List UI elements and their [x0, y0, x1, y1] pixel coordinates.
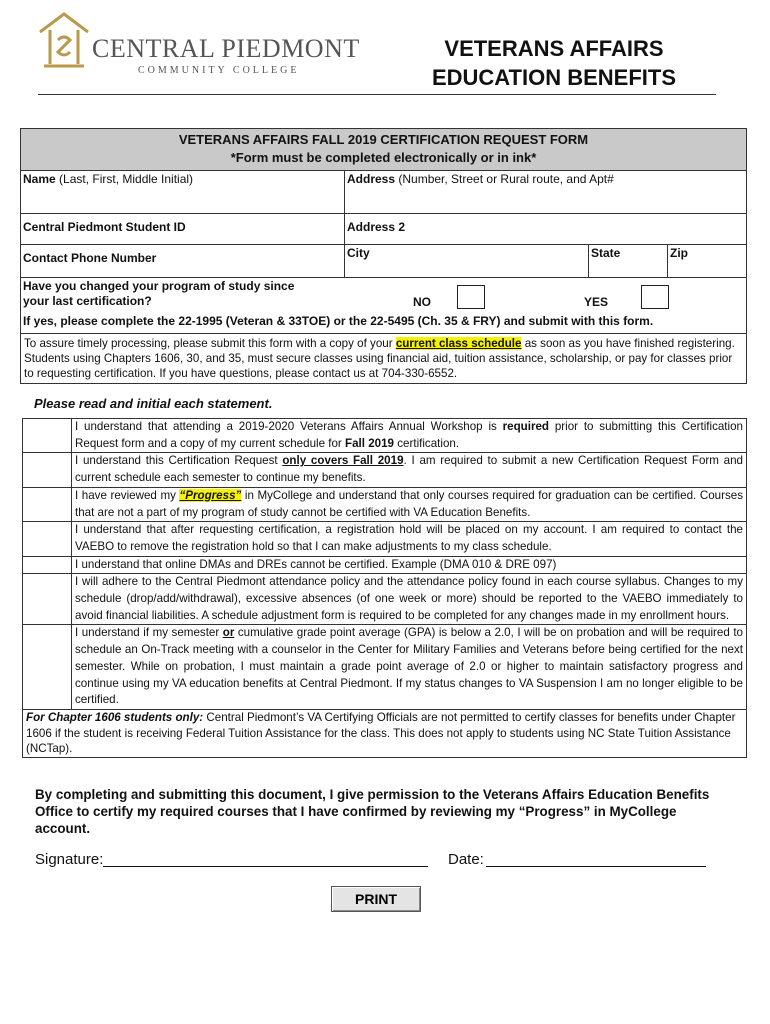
statements-heading: Please read and initial each statement.	[34, 396, 273, 411]
timely-processing-note	[21, 334, 746, 383]
certification-form	[20, 128, 747, 384]
chapter-1606-text: Central Piedmont’s VA Certifying Officials are not permitted to certify classes for benefits under Chapter 1606 if the student is receiving Federal Tuition Assistance for the class. This does not apply to students using NC State Tuition Assistance (NCTap).	[26, 710, 736, 756]
title-line-1: VETERANS AFFAIRS	[444, 36, 664, 61]
name-hint: (Last, First, Middle Initial)	[55, 172, 194, 186]
statement-2-a: I understand this Certification Request	[75, 454, 283, 468]
statement-1	[72, 419, 746, 452]
timely-text-b: as soon as you have finished registering. Students using Chapters 1606, 30, and 35, must secure classes using financial aid, tuition assistance, scholarship, or pay for classes prior to requesting certification. If you have questions, please contact us at 704-330-6552.	[24, 337, 735, 380]
signature-label: Signature:	[35, 851, 104, 868]
logo-subtitle: COMMUNITY COLLEGE	[138, 65, 300, 76]
statement-row	[23, 453, 746, 487]
form-header	[21, 129, 746, 171]
city-field[interactable]	[344, 245, 588, 277]
chapter-1606-label: For Chapter 1606 students only:	[26, 710, 204, 724]
statement-3-a: I have reviewed my	[75, 488, 180, 502]
statement-6: I will adhere to the Central Piedmont attendance policy and the attendance policy found in each course syllabus. Changes to my schedule (drop/add/withdrawal), excessive absences (of one week or more) should be reported to the VAEBO immediately to avoid financial liabilities. A schedule adjustment form is required to be completed for any changes made in my enrollment hours.	[75, 575, 743, 622]
document-title	[380, 34, 728, 92]
address2-field[interactable]	[344, 214, 746, 244]
statement-row	[23, 625, 746, 710]
statement-2	[72, 453, 746, 486]
state-label: State	[591, 246, 621, 260]
title-line-2: EDUCATION BENEFITS	[431, 65, 677, 90]
initial-box-3[interactable]	[23, 488, 72, 521]
statement-row	[23, 419, 746, 453]
address-hint: (Number, Street or Rural route, and Apt#	[395, 172, 614, 186]
name-label: Name	[23, 172, 56, 186]
student-id-field[interactable]	[21, 214, 344, 244]
yes-checkbox[interactable]	[641, 285, 669, 309]
initial-box-4[interactable]	[23, 522, 72, 555]
state-field[interactable]	[588, 245, 667, 277]
student-id-row	[21, 214, 746, 245]
date-field[interactable]	[486, 866, 706, 867]
statement-row	[23, 557, 746, 575]
date-label: Date:	[448, 851, 484, 868]
yes-label: YES	[584, 295, 609, 309]
chapter-1606-note	[23, 710, 746, 757]
initial-box-5[interactable]	[23, 557, 72, 574]
address-label: Address	[347, 172, 396, 186]
address-field[interactable]	[344, 171, 746, 213]
initial-box-2[interactable]	[23, 453, 72, 486]
statement-1-bold-required: required	[502, 420, 550, 433]
statement-4: I understand that after requesting certification, a registration hold will be placed on my account. I am required to contact the VAEBO to remove the registration hold so that I can make adjustments to my class schedule.	[75, 523, 743, 553]
statement-row	[23, 522, 746, 556]
form-title: VETERANS AFFAIRS FALL 2019 CERTIFICATION REQUEST FORM	[178, 132, 589, 147]
phone-label: Contact Phone Number	[23, 251, 157, 265]
statement-1-bold-term: Fall 2019	[345, 436, 395, 450]
name-field[interactable]	[21, 171, 344, 213]
statement-5: I understand that online DMAs and DREs cannot be certified. Example (DMA 010 & DRE 097)	[75, 557, 557, 571]
current-class-schedule-highlight: current class schedule	[395, 337, 522, 350]
statement-7	[72, 625, 746, 709]
statement-1-e: certification.	[394, 436, 460, 450]
logo-name: CENTRAL PIEDMONT	[92, 34, 360, 63]
zip-label: Zip	[670, 246, 688, 260]
statement-row	[23, 574, 746, 625]
statement-row	[23, 488, 746, 522]
initial-box-1[interactable]	[23, 419, 72, 452]
if-yes-instruction: If yes, please complete the 22-1995 (Veteran & 33TOE) or the 22-5495 (Ch. 35 & FRY) and submit with this form.	[23, 314, 654, 328]
phone-city-row	[21, 245, 746, 278]
student-id-label: Central Piedmont Student ID	[23, 220, 186, 234]
header-divider	[38, 94, 716, 95]
statement-1-c: prior to submitting this Certification Request form and a copy of my current schedule for	[75, 420, 744, 450]
address2-label: Address 2	[347, 220, 406, 234]
statements-table	[22, 418, 747, 758]
form-subtitle: *Form must be completed electronically or in ink*	[230, 150, 537, 165]
no-label: NO	[413, 295, 431, 309]
statement-2-c: . I am required to submit a new Certification Request Form and current schedule each semester to continue my benefits.	[75, 454, 743, 485]
phone-field[interactable]	[21, 245, 344, 277]
initial-box-7[interactable]	[23, 625, 72, 709]
zip-field[interactable]	[667, 245, 746, 277]
statement-1-a: I understand that attending a 2019-2020 Veterans Affairs Annual Workshop is	[75, 420, 503, 433]
statement-3	[72, 488, 746, 521]
signature-field[interactable]	[103, 866, 428, 867]
statement-7-c: cumulative grade point average (GPA) is below a 2.0, I will be on probation and will be required to schedule an On-Track meeting with a counselor in the Center for Military Families and Veterans before being certified for the next semester. While on probation, I must maintain a grade point average of 2.0 or higher to maintain satisfactory progress and continue using my VA education benefits at Central Piedmont. If my status changes to VA Suspension I am no longer eligible to be certified.	[75, 626, 743, 707]
program-question-line-2: your last certification?	[23, 294, 152, 308]
statement-2-bold: only covers Fall 2019	[282, 454, 404, 468]
program-question-line-1: Have you changed your program of study since	[23, 279, 295, 293]
progress-highlight: “Progress”	[179, 488, 242, 502]
program-question	[23, 279, 294, 309]
print-button[interactable]: PRINT	[331, 886, 421, 912]
timely-text-a: To assure timely processing, please submit this form with a copy of your	[24, 337, 396, 350]
program-change-row	[21, 278, 746, 334]
consent-statement: By completing and submitting this document, I give permission to the Veterans Affairs Education Benefits Office to certify my required courses that I have confirmed by reviewing my “Progress” in MyCollege account.	[35, 787, 710, 836]
statement-7-bold-or: or	[222, 626, 235, 640]
city-label: City	[347, 246, 370, 260]
initial-box-6[interactable]	[23, 574, 72, 624]
statement-3-c: in MyCollege and understand that only courses required for graduation can be certified. Courses that are not a part of my program of study cannot be certified with VA Education Benefits.	[75, 488, 743, 519]
no-checkbox[interactable]	[457, 285, 485, 309]
statement-7-a: I understand if my semester	[75, 626, 223, 640]
name-address-row	[21, 171, 746, 214]
